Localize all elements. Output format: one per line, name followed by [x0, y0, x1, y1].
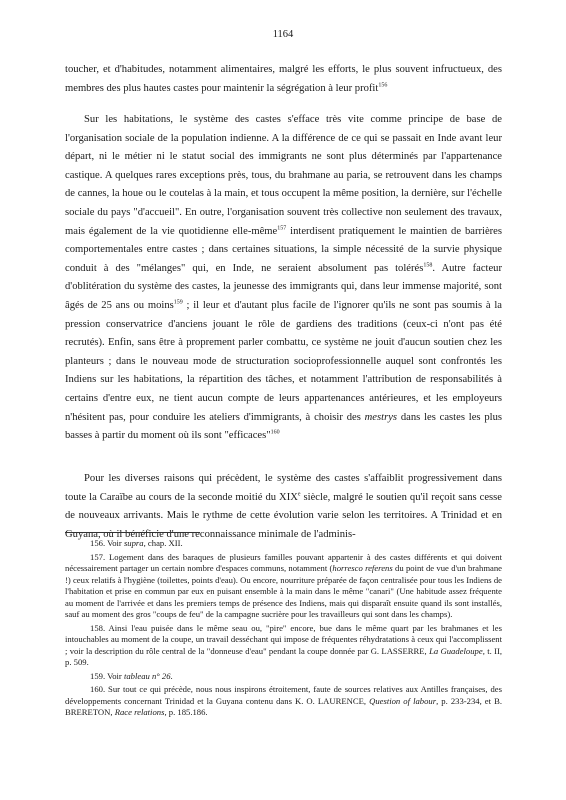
footnote-ref-158: 158 [423, 262, 433, 269]
footnote-number: 156. [90, 538, 106, 548]
footnote-text: Sur tout ce qui précède, nous nous inspirons étroitement, faute de sources relatives aux Antilles françaises, des développements concernant Trinidad et la Guyana contenu dans K. O. LAURENCE, [65, 684, 502, 706]
paragraph-text: siècle, malgré le soutien qu'il reçoit sans cesse de nouveaux arrivants. Mais le rythme de cette évolution varie selon les territoires. A Trinidad et en Guyana, où il bénéficie d'une reconnaissance minimale de l'adminis- [65, 491, 502, 540]
page-number: 1164 [272, 29, 294, 40]
footnote-157 [65, 552, 502, 621]
footnote-text: , p. 185.186. [164, 707, 208, 717]
footnote-text: du point de vue d'un brahmane !) ceux relatifs à l'hygiène (toilettes, points d'eau). Ou encore, nourriture préparée de façon centralisée pour tous les Indiens de l'habitation et prise en commun par eux en puisant ensemble à la main dans le même "canari" (Une habitude assez fréquente au moment de l'arrivée et dans les premiers temps de présence des Indiens, mais qui disparaît ensuite quand ils sont installés, sauf au moment des gros "coups de feu" de la campagne sucrière pour les travailleurs qui sont dans les champs). [65, 563, 502, 619]
footnote-separator [65, 532, 200, 533]
footnote-italic: Race relations [114, 707, 165, 717]
footnote-text: Voir [105, 538, 124, 548]
footnote-italic: horresco referens [332, 563, 393, 573]
footnote-italic: tableau n° 26 [123, 670, 171, 681]
paragraph-text: Pour les diverses raisons qui précèdent, le système des castes s'affaiblit progressivement dans toute la Caraïbe au cours de la seconde moitié du XIX [65, 473, 502, 503]
paragraph-text: interdisent pratiquement le maintien de barrières comportementales entre castes ; dans certaines situations, la simple nécessité de la survie physique conduit à des "mélanges" qui, en Inde, ne seraient absolument pas tolérés [65, 225, 502, 274]
paragraph-text: dans les castes les plus basses à partir du moment où ils sont "efficaces" [65, 411, 502, 442]
footnote-text: , chap. XII. [143, 538, 183, 548]
footnote-text: , t. II, p. 509. [65, 645, 502, 667]
footnote-number: 159. [90, 670, 106, 681]
footnote-number: 160. [90, 684, 106, 694]
footnote-text: Logement dans des baraques de plusieurs familles pouvant appartenir à des castes différents et qui doivent nécessairement partager un certain nombre d'espaces communs, notamment ( [65, 551, 502, 573]
footnote-ref-157: 157 [277, 225, 287, 232]
paragraph-text: toucher, et d'habitudes, notamment alimentaires, malgré les efforts, le plus souvent infructueux, des membres des plus hautes castes pour maintenir la ségrégation à leur profit [65, 64, 502, 94]
footnote-number: 158. [90, 622, 106, 633]
footnote-ref-160: 160 [270, 429, 280, 436]
paragraph-text: ; il leur et d'autant plus facile de l'ignorer qu'ils ne sont pas soumis à la pression conservatrice d'anciens jouant le rôle de gardiens des traditions (ceux-ci n'ont pas été recrutés). Enfin, sans être à proprement parler combattu, ce système ne jouit d'aucun soutien chez les planteurs ; dans le nouveau mode de structuration socioprofessionnelle auquel sont confrontés les Indiens sur les habitations, la répartition des tâches, et notamment l'attribution de responsabilités à certains d'entre eux, ne tient aucun compte de leurs appartenances antérieures, et les employeurs n'hésitent pas, pour conduire les ateliers d'immigrants, à choisir des [65, 299, 502, 423]
footnote-ref-156: 156 [378, 82, 388, 89]
footnote-text: , p. 233-234, et B. BRERETON, [65, 695, 502, 717]
paragraph-caraibe [65, 470, 502, 544]
footnote-158 [65, 623, 502, 669]
footnote-italic: supra [123, 538, 144, 548]
paragraph-continuation [65, 61, 502, 98]
footnote-160 [65, 684, 502, 719]
footnote-italic: La Guadeloupe [429, 645, 483, 656]
italic-term-mestrys: mestrys [364, 411, 398, 423]
paragraph-castes-habitations [65, 111, 502, 446]
footnote-number: 157. [90, 551, 106, 562]
paragraph-text: Sur les habitations, le système des castes s'efface très vite comme principe de base de l'organisation sociale de la population indienne. A la différence de ce qui se passait en Inde avant leur départ, ni le métier ni le statut social des immigrants ne sont plus déterminés par l'appartenance castique. A quelques rares exceptions près, tous, du brahmane au paria, se retrouvent dans les champs de cannes, la houe ou le coutelas à la main, et tous occupent la même position, la dernière, sur l'échelle sociale du pays "d'accueil". En outre, l'organisation souvent très collective non seulement des travaux, mais également de la vie quotidienne elle-même [65, 114, 502, 237]
century-superscript: e [297, 491, 301, 498]
footnote-159 [65, 671, 502, 683]
footnote-text: . [170, 670, 173, 681]
footnote-italic: Question of labour [369, 695, 437, 706]
paragraph-text: . Autre facteur d'oblitération du système des castes, la jeunesse des immigrants qui, dans leur immense majorité, sont âgés de 25 ans ou moins [65, 262, 502, 311]
footnote-text: Ainsi l'eau puisée dans le même seau ou, "pire" encore, bue dans le même quart par les brahmanes et les intouchables au moment de la coupe, un travail desséchant qui impose de fréquentes réhydratations à ceux qui l'accomplissent ; voir la description du rôle central de la "donneuse d'eau" pendant la coupe donnée par G. LASSERRE, [65, 622, 502, 656]
footnote-ref-159: 159 [173, 299, 183, 306]
footnote-156 [65, 538, 502, 550]
footnotes [65, 538, 502, 721]
footnote-text: Voir [105, 670, 124, 681]
